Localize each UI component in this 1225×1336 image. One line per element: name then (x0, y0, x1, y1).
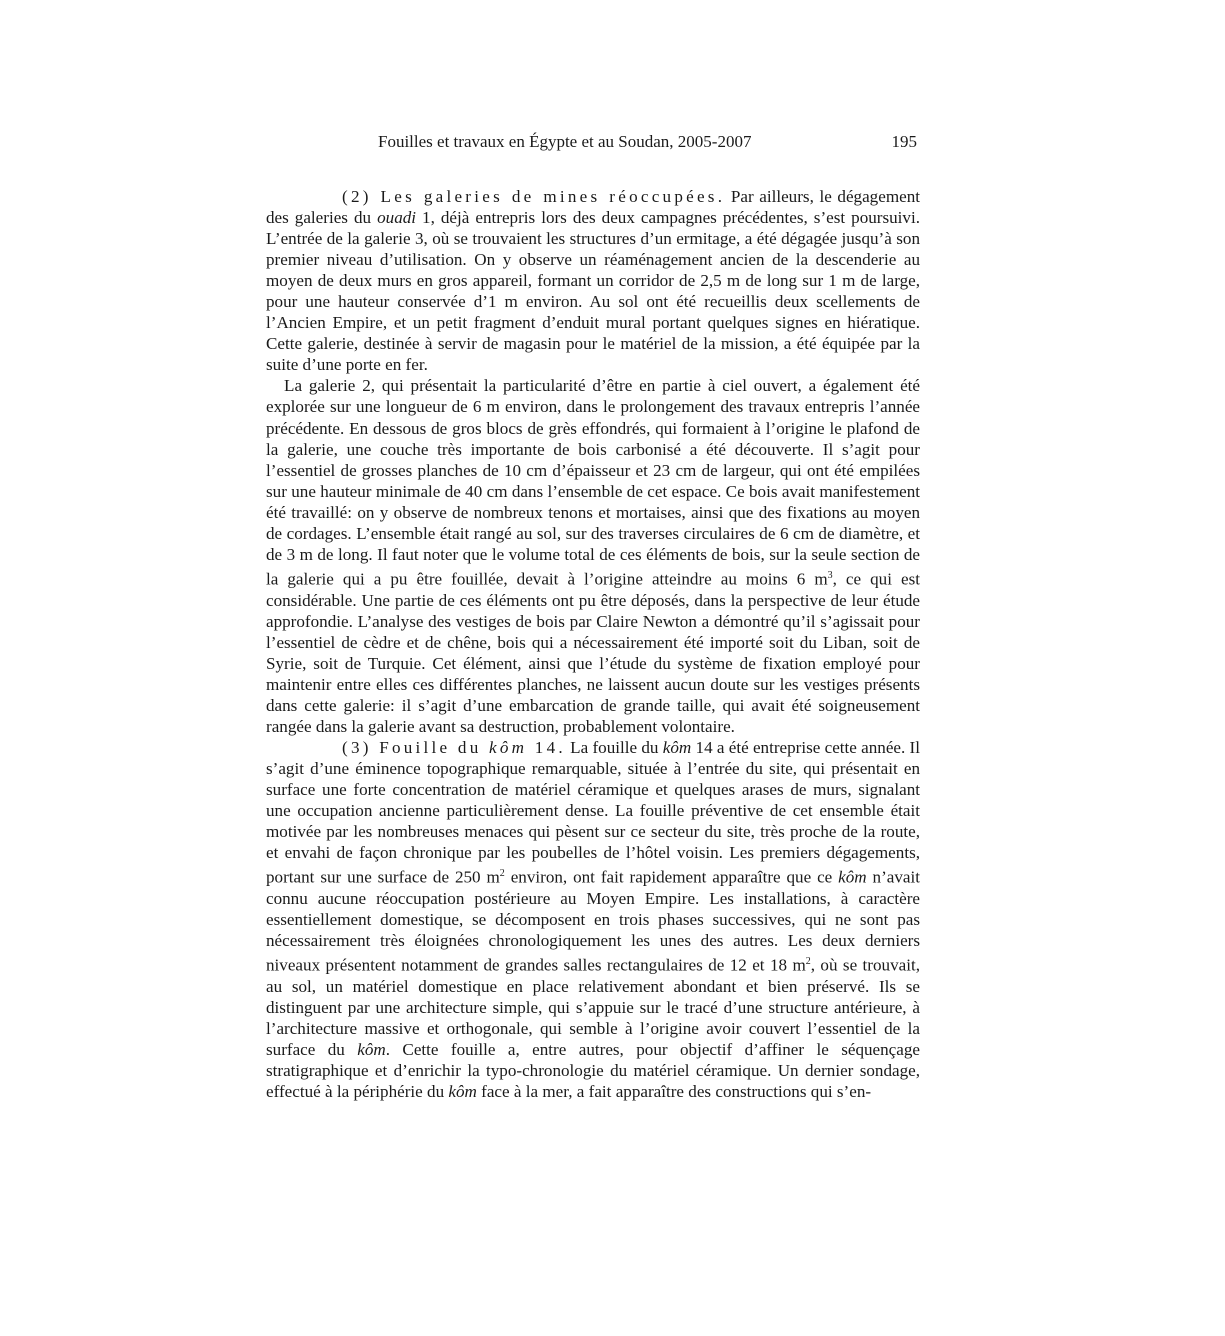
text-run: 14 a été entreprise cette année. Il s’agit d’une éminence topographique remarquable, située à l’entrée du site, qui présentait en surface une forte concentration de matériel céramique et quelques arases de murs, signalant une occupation ancienne particulièrement dense. La fouille préventive de cet ensemble était motivée par les nombreuses menaces qui pèsent sur ce secteur du site, très proche de la route, et envahi de façon chronique par les poubelles de l’hôtel voisin. Les premiers dégagements, portant sur une surface de 250 m (266, 737, 921, 887)
text-run: 1, déjà entrepris lors des deux campagnes précédentes, s’est poursuivi. L’entrée de la galerie 3, où se trouvaient les structures d’un ermitage, a été dégagée jusqu’à son premier niveau d’utilisation. On y observe un réaménagement ancien de la descenderie au moyen de deux murs en gros appareil, formant un corridor de 2,5 m de long sur 1 m de large, pour une hauteur conservée d’1 m environ. Au sol ont été recueillis deux scellements de l’Ancien Empire, et un petit fragment d’enduit mural portant quelques signes en hiératique. Cette galerie, destinée à servir de magasin pour le matériel de la mission, a été équipée par la suite d’une porte en fer. (266, 208, 921, 375)
text-run: , ce qui est considérable. Une partie de ces éléments ont pu être déposés, dans la perspective de leur étude approfondie. L’analyse des vestiges de bois par Claire Newton a démontré qu’il s’agissait pour l’essentiel de cèdre et de chêne, bois qui a nécessairement été importé soit du Liban, soit de Syrie, soit de Turquie. Cet élément, ainsi que l’étude du système de fixation employé pour maintenir entre elles ces différentes planches, ne laissent aucun doute sur les vestiges présents dans cette galerie: il s’agit d’une embarcation de grande taille, qui avait été soigneusement rangée dans la galerie avant sa destruction, probablement volontaire. (266, 569, 920, 736)
section-heading: (2) Les galeries de mines réoccupées. (342, 187, 726, 206)
running-title: Fouilles et travaux en Égypte et au Soudan, 2005-2007 (378, 132, 752, 151)
italic-term: ouadi (377, 208, 417, 228)
text-run: . Cette fouille a, entre autres, pour objectif d’affiner le séquençage stratigraphique et d’enrichir la typo-chronologie du matériel céramique. Un dernier sondage, effectué à la périphérie du (266, 1039, 920, 1102)
italic-term: kôm (838, 867, 867, 887)
paragraph-kom-14 (266, 737, 920, 1102)
text-run: , où se trouvait, au sol, un matériel domestique en place relativement abondant et bien préservé. Ils se distinguent par une architecture simple, qui s’appuie sur le tracé d’une structure antérieure, à l’architecture massive et orthogonale, qui semble à l’origine avoir couvert l’essentiel de la surface du (266, 955, 920, 1059)
superscript: 3 (827, 569, 833, 581)
heading-italic: kôm (489, 737, 528, 757)
paragraph-galerie-2 (266, 375, 920, 736)
text-run: environ, ont fait rapidement apparaître que ce (504, 867, 839, 887)
running-header (372, 132, 920, 158)
heading-part: 14. (527, 737, 566, 757)
text-run: n’avait connu aucune réoccupation postérieure au Moyen Empire. Les installations, à caractère essentiellement domestique, se décomposent en trois phases successives, qui ne sont pas nécessairement très éloignées chronologiquement les unes des autres. Les deux derniers niveaux présentent notamment de grandes salles rectangulaires de 12 et 18 m (266, 867, 920, 975)
page-number: 195 (891, 132, 917, 151)
heading-part: (3) Fouille du (342, 737, 490, 757)
text-run: La galerie 2, qui présentait la particularité d’être en partie à ciel ouvert, a également été explorée sur une longueur de 6 m environ, dans le prolongement des travaux entrepris l’année précédente. En dessous de gros blocs de grès effondrés, qui formaient à l’origine le plafond de la galerie, une couche très importante de bois carbonisé a été découverte. Il s’agit pour l’essentiel de grosses planches de 10 cm d’épaisseur et 23 cm de largeur, qui ont été empilées sur une hauteur minimale de 40 cm dans l’ensemble de cet espace. Ce bois avait manifestement été travaillé: on y observe de nombreux tenons et mortaises, ainsi que des fixations au moyen de cordages. L’ensemble était rangé au sol, sur des traverses circulaires de 6 cm de diamètre, et de 3 m de long. Il faut noter que le volume total de ces éléments de bois, sur la seule section de la galerie qui a pu être fouillée, devait à l’origine atteindre au moins 6 m (266, 376, 920, 589)
text-run: La fouille du (565, 737, 663, 757)
paragraph-galeries (266, 186, 920, 375)
italic-term: kôm (357, 1039, 386, 1059)
italic-term: kôm (662, 737, 692, 757)
superscript: 2 (499, 868, 505, 880)
text-run: face à la mer, a fait apparaître des constructions qui s’en- (476, 1082, 872, 1102)
body-text (266, 186, 920, 1102)
text-run: Par ailleurs, le dégagement des galeries du (266, 187, 920, 228)
superscript: 2 (805, 956, 811, 968)
italic-term: kôm (448, 1082, 477, 1102)
section-heading (342, 738, 566, 757)
